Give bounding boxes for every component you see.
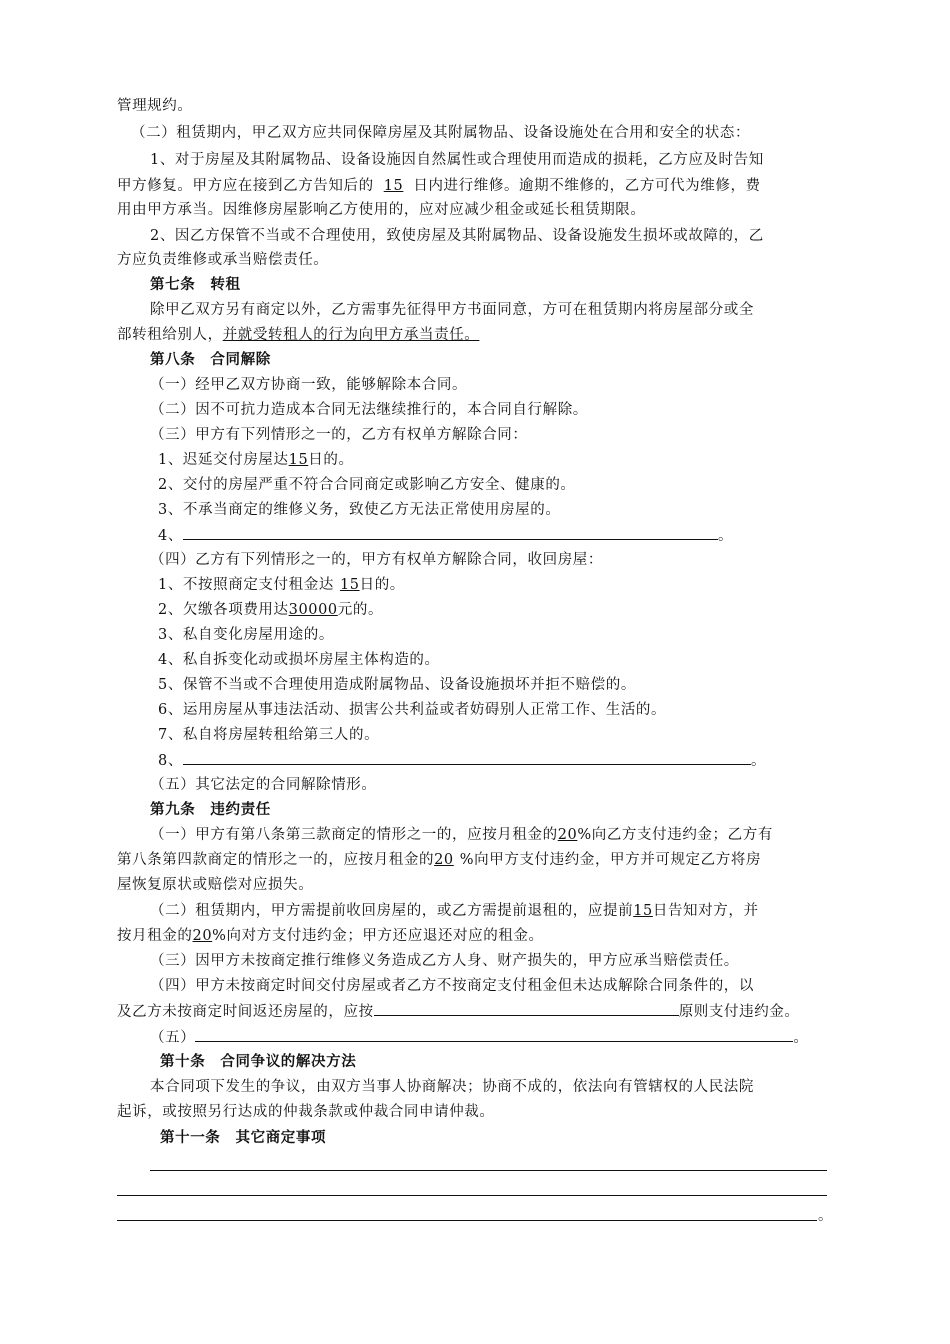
- text-line: 1、对于房屋及其附属物品、设备设施因自然属性或合理使用而造成的损耗，乙方应及时告知: [150, 152, 764, 168]
- text-line: 3、私自变化房屋用途的。: [158, 627, 334, 643]
- period-mark: 。: [818, 1208, 834, 1224]
- text-line: （五）其它法定的合同解除情形。: [150, 777, 377, 793]
- text-line: （四）乙方有下列情形之一的，甲方有权单方解除合同，收回房屋：: [150, 552, 603, 568]
- text-line: 2、因乙方保管不当或不合理使用，致使房屋及其附属物品、设备设施发生损坏或故障的，乙: [150, 228, 764, 244]
- text-line: （二）因不可抗力造成本合同无法继续推行的，本合同自行解除。: [150, 402, 588, 418]
- text-line: 2、欠缴各项费用达30000元的。: [158, 602, 384, 618]
- text-line: 除甲乙双方另有商定以外，乙方需事先征得甲方书面同意，方可在租赁期内将房屋部分或全: [150, 302, 754, 318]
- underlined-value: 30000: [288, 602, 338, 618]
- underlined-value: 15: [339, 577, 360, 593]
- underlined-value: 15: [288, 452, 309, 468]
- text-line: 1、不按照商定支付租金达 15日的。: [158, 577, 405, 593]
- text-line: （五） 。: [150, 1027, 808, 1048]
- text-line: 5、保管不当或不合理使用造成附属物品、设备设施损坏并拒不赔偿的。: [158, 677, 636, 693]
- text-line: 6、运用房屋从事违法活动、损害公共利益或者妨碍别人正常工作、生活的。: [158, 702, 667, 718]
- underlined-value: 20: [192, 928, 213, 944]
- text-line: 甲方修复。甲方应在接到乙方告知后的 15 日内进行维修。逾期不维修的，乙方可代为维修，费: [117, 178, 761, 194]
- fill-blank[interactable]: [195, 1027, 793, 1042]
- blank-rule[interactable]: [117, 1195, 827, 1196]
- text-line: （二）租赁期内，甲乙双方应共同保障房屋及其附属物品、设备设施处在合用和安全的状态：: [131, 125, 751, 141]
- fill-blank[interactable]: [374, 1001, 679, 1016]
- text-line: （三）甲方有下列情形之一的，乙方有权单方解除合同：: [150, 427, 528, 443]
- text-line: 第八条第四款商定的情形之一的，应按月租金的20 %向甲方支付违约金，甲方并可规定乙方将房: [117, 852, 762, 868]
- text-line: 用由甲方承当。因维修房屋影响乙方使用的，应对应减少租金或延长租赁期限。: [117, 202, 646, 218]
- blank-rule[interactable]: [117, 1220, 817, 1221]
- underlined-value: 15: [633, 903, 653, 919]
- fill-blank[interactable]: [183, 750, 751, 765]
- text-line: 管理规约。: [117, 98, 193, 114]
- blank-rule[interactable]: [150, 1170, 827, 1171]
- text-line: 起诉，或按照另行达成的仲裁条款或仲裁合同申请仲裁。: [117, 1104, 495, 1120]
- text-line: （一）经甲乙双方协商一致，能够解除本合同。: [150, 377, 468, 393]
- text-line: 1、迟延交付房屋达15日的。: [158, 452, 354, 468]
- section-heading: 第十条 合同争议的解决方法: [160, 1053, 357, 1070]
- text-line: （二）租赁期内，甲方需提前收回房屋的，或乙方需提前退租的，应提前15日告知对方，并: [150, 903, 759, 919]
- text-line: 8、 。: [158, 750, 766, 771]
- section-heading: 第八条 合同解除: [150, 351, 271, 368]
- underlined-value: 15: [383, 178, 404, 194]
- text-line: 3、不承当商定的维修义务，致使乙方无法正常使用房屋的。: [158, 502, 561, 518]
- text-line: （三）因甲方未按商定推行维修义务造成乙方人身、财产损失的，甲方应承当赔偿责任。: [150, 953, 739, 969]
- text-line: （一）甲方有第八条第三款商定的情形之一的，应按月租金的20%向乙方支付违约金；乙方有: [150, 827, 773, 843]
- underlined-clause: 并就受转租人的行为向甲方承当责任。: [222, 327, 480, 343]
- text-line: 屋恢复原状或赔偿对应损失。: [117, 877, 314, 893]
- underlined-value: 20: [557, 827, 578, 843]
- text-line: 本合同项下发生的争议，由双方当事人协商解决；协商不成的，依法向有管辖权的人民法院: [150, 1079, 754, 1095]
- text-line: 部转租给别人，并就受转租人的行为向甲方承当责任。: [117, 327, 480, 343]
- section-heading: 第七条 转租: [150, 276, 241, 293]
- text-line: （四）甲方未按商定时间交付房屋或者乙方不按商定支付租金但未达成解除合同条件的，以: [150, 978, 754, 994]
- section-heading: 第九条 违约责任: [150, 801, 271, 818]
- text-line: 7、私自将房屋转租给第三人的。: [158, 727, 380, 743]
- section-heading: 第十一条 其它商定事项: [160, 1129, 327, 1146]
- underlined-value: 20: [434, 852, 454, 868]
- text-line: 2、交付的房屋严重不符合合同商定或影响乙方安全、健康的。: [158, 477, 576, 493]
- text-line: 按月租金的20%向对方支付违约金；甲方还应退还对应的租金。: [117, 928, 544, 944]
- fill-blank[interactable]: [183, 525, 718, 540]
- text-line: 方应负责维修或承当赔偿责任。: [117, 252, 329, 268]
- text-line: 4、 。: [158, 525, 733, 546]
- text-line: 4、私自拆变化动或损坏房屋主体构造的。: [158, 652, 440, 668]
- text-line: 及乙方未按商定时间返还房屋的，应按 原则支付违约金。: [117, 1001, 800, 1022]
